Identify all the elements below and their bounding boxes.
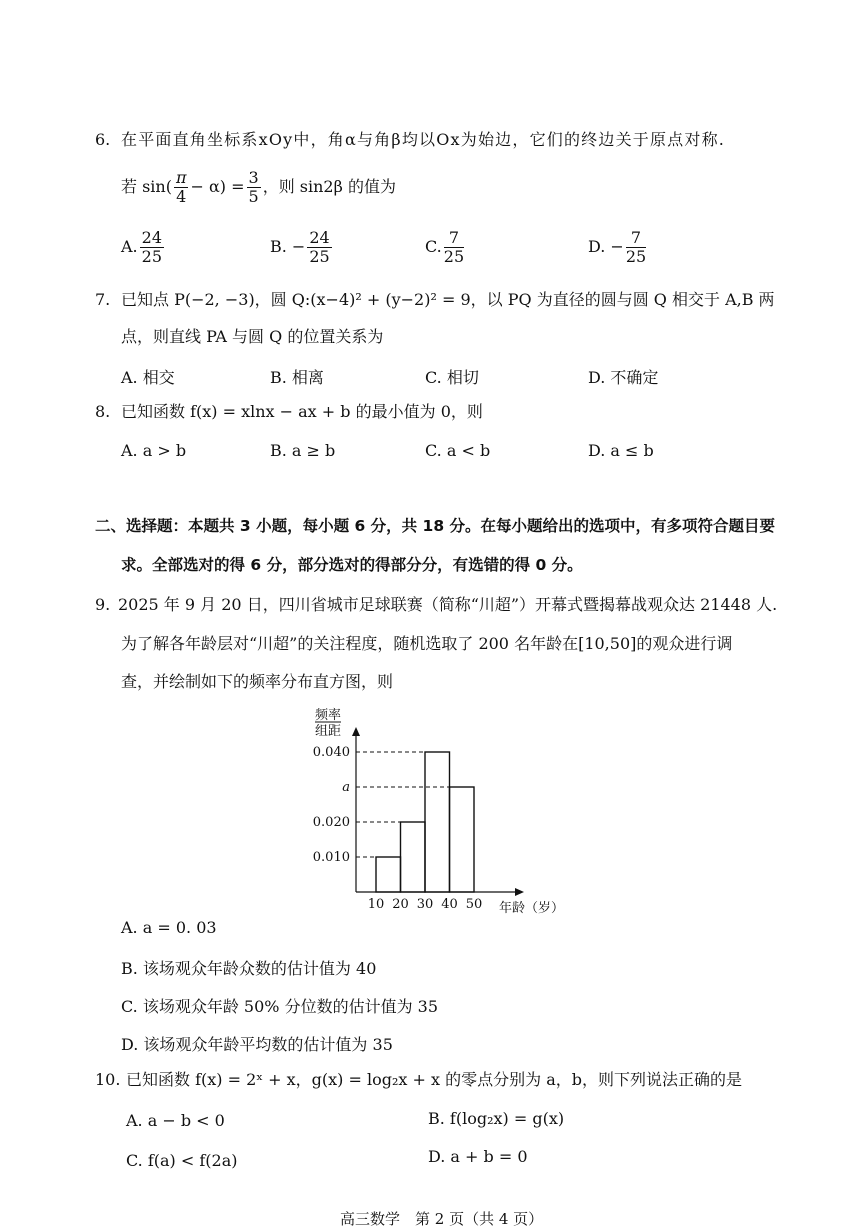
q6-option-fraction [307,229,331,266]
y-tick-label: 0.020 [312,815,350,830]
q6-option-label: B. − [270,237,306,256]
q6-number: 6. [95,130,111,149]
q6-option-fraction [140,229,164,266]
q10-stem-line1: 已知函数 f(x) = 2ˣ + x，g(x) = log₂x + x 的零点分别为 a，b，则下列说法正确的是 [126,1070,742,1089]
y-tick-label: a [342,780,350,795]
q8-stem-line1: 已知函数 f(x) = xlnx − ax + b 的最小值为 0，则 [121,402,483,421]
q10-option-c: C. f(a) < f(2a) [126,1151,238,1170]
q7-option-c: C. 相切 [425,368,479,387]
q10-option-d: D. a + b = 0 [428,1147,528,1166]
q6-option-label: D. − [588,237,624,256]
q6-option-b [270,228,334,266]
q6-option-c [425,228,466,266]
q10-option-b: B. f(log₂x) = g(x) [428,1109,565,1128]
x-axis-arrow [515,888,524,896]
fraction-denominator: 25 [625,247,647,266]
histogram-bar-4 [450,787,475,892]
q9-stem-line3: 查，并绘制如下的频率分布直方图，则 [121,672,394,691]
q8-option-a: A. a > b [121,441,187,460]
q8-option-d: D. a ≤ b [588,441,654,460]
fraction-denominator: 25 [443,247,465,266]
q6-pi-over-4: $\frac{\pi}{4}$ [175,168,187,206]
section2-instruction-line1: 二、选择题：本题共 3 小题，每小题 6 分，共 18 分。在每小题给出的选项中，有多项符合题目要 [95,517,776,535]
q6-option-label: A. [121,237,138,256]
section2-instruction-line2: 求。全部选对的得 6 分，部分选对的得部分分，有选错的得 0 分。 [121,556,583,574]
q6-option-fraction [444,229,464,266]
q6-sin-prefix: 若 sin( [121,177,172,196]
y-axis-label-numerator: 频率 [315,708,342,723]
y-tick-label: 0.010 [312,850,350,865]
q7-number: 7. [95,290,111,309]
page-footer: 高三数学 第 2 页（共 4 页） [340,1210,544,1228]
q9-option-c: C. 该场观众年龄 50% 分位数的估计值为 35 [121,997,439,1016]
q6-option-d [588,228,648,266]
q7-option-b: B. 相离 [270,368,324,387]
q9-option-a: A. a = 0. 03 [121,918,217,937]
q7-option-d: D. 不确定 [588,368,659,387]
q6-stem-line2 [121,168,396,206]
q8-option-c: C. a < b [425,441,491,460]
q8-number: 8. [95,402,111,421]
q6-three-fifths: $\frac{3}{5}$ [248,168,259,206]
x-tick-label: 40 [441,897,458,912]
q10-number: 10. [95,1070,121,1089]
q7-stem-line2: 点，则直线 PA 与圆 Q 的位置关系为 [121,327,384,346]
x-tick-label: 30 [416,897,434,912]
histogram-bar-3 [425,752,450,892]
fraction-numerator: 24 [141,228,162,247]
histogram-bar-2 [401,822,426,892]
q6-stem-tail: ，则 sin2β 的值为 [262,177,396,196]
y-axis-arrow [352,727,360,736]
fraction-denominator: 25 [309,247,330,266]
y-axis-label-denominator: 组距 [315,724,342,739]
q6-stem-line1: 在平面直角坐标系xOy中，角α与角β均以Ox为始边，它们的终边关于原点对称. [121,130,726,149]
fraction-denominator: 25 [141,247,162,266]
q6-minus-alpha: − α) = [190,177,245,196]
fraction-numerator: 7 [626,229,646,248]
q9-stem-line2: 为了解各年龄层对“川超”的关注程度，随机选取了 200 名年龄在[10,50]的观众进行调 [121,634,733,653]
x-tick-label: 50 [465,897,483,912]
q6-option-label: C. [425,237,442,256]
q9-stem-line1: 2025 年 9 月 20 日，四川省城市足球联赛（简称“川超”）开幕式暨揭幕战观众达 21448 人. [118,595,778,614]
q9-option-b: B. 该场观众年龄众数的估计值为 40 [121,959,377,978]
q10-option-a: A. a − b < 0 [126,1111,225,1130]
q9-option-d: D. 该场观众年龄平均数的估计值为 35 [121,1035,393,1054]
frequency-histogram [300,706,570,918]
fraction-numerator: 24 [309,228,330,247]
q6-option-a [121,228,166,266]
fraction-numerator: 7 [444,229,464,248]
x-tick-label: 10 [367,897,385,912]
q9-number: 9. [95,595,111,614]
q7-option-a: A. 相交 [121,368,175,387]
histogram-bar-1 [376,857,401,892]
x-axis-label: 年龄（岁） [499,901,565,916]
q8-option-b: B. a ≥ b [270,441,336,460]
q6-option-fraction [626,229,646,266]
x-tick-label: 20 [392,897,409,912]
q7-stem-line1: 已知点 P(−2, −3)，圆 Q:(x−4)² + (y−2)² = 9，以 PQ 为直径的圆与圆 Q 相交于 A,B 两 [121,290,775,309]
y-tick-label: 0.040 [312,745,350,760]
